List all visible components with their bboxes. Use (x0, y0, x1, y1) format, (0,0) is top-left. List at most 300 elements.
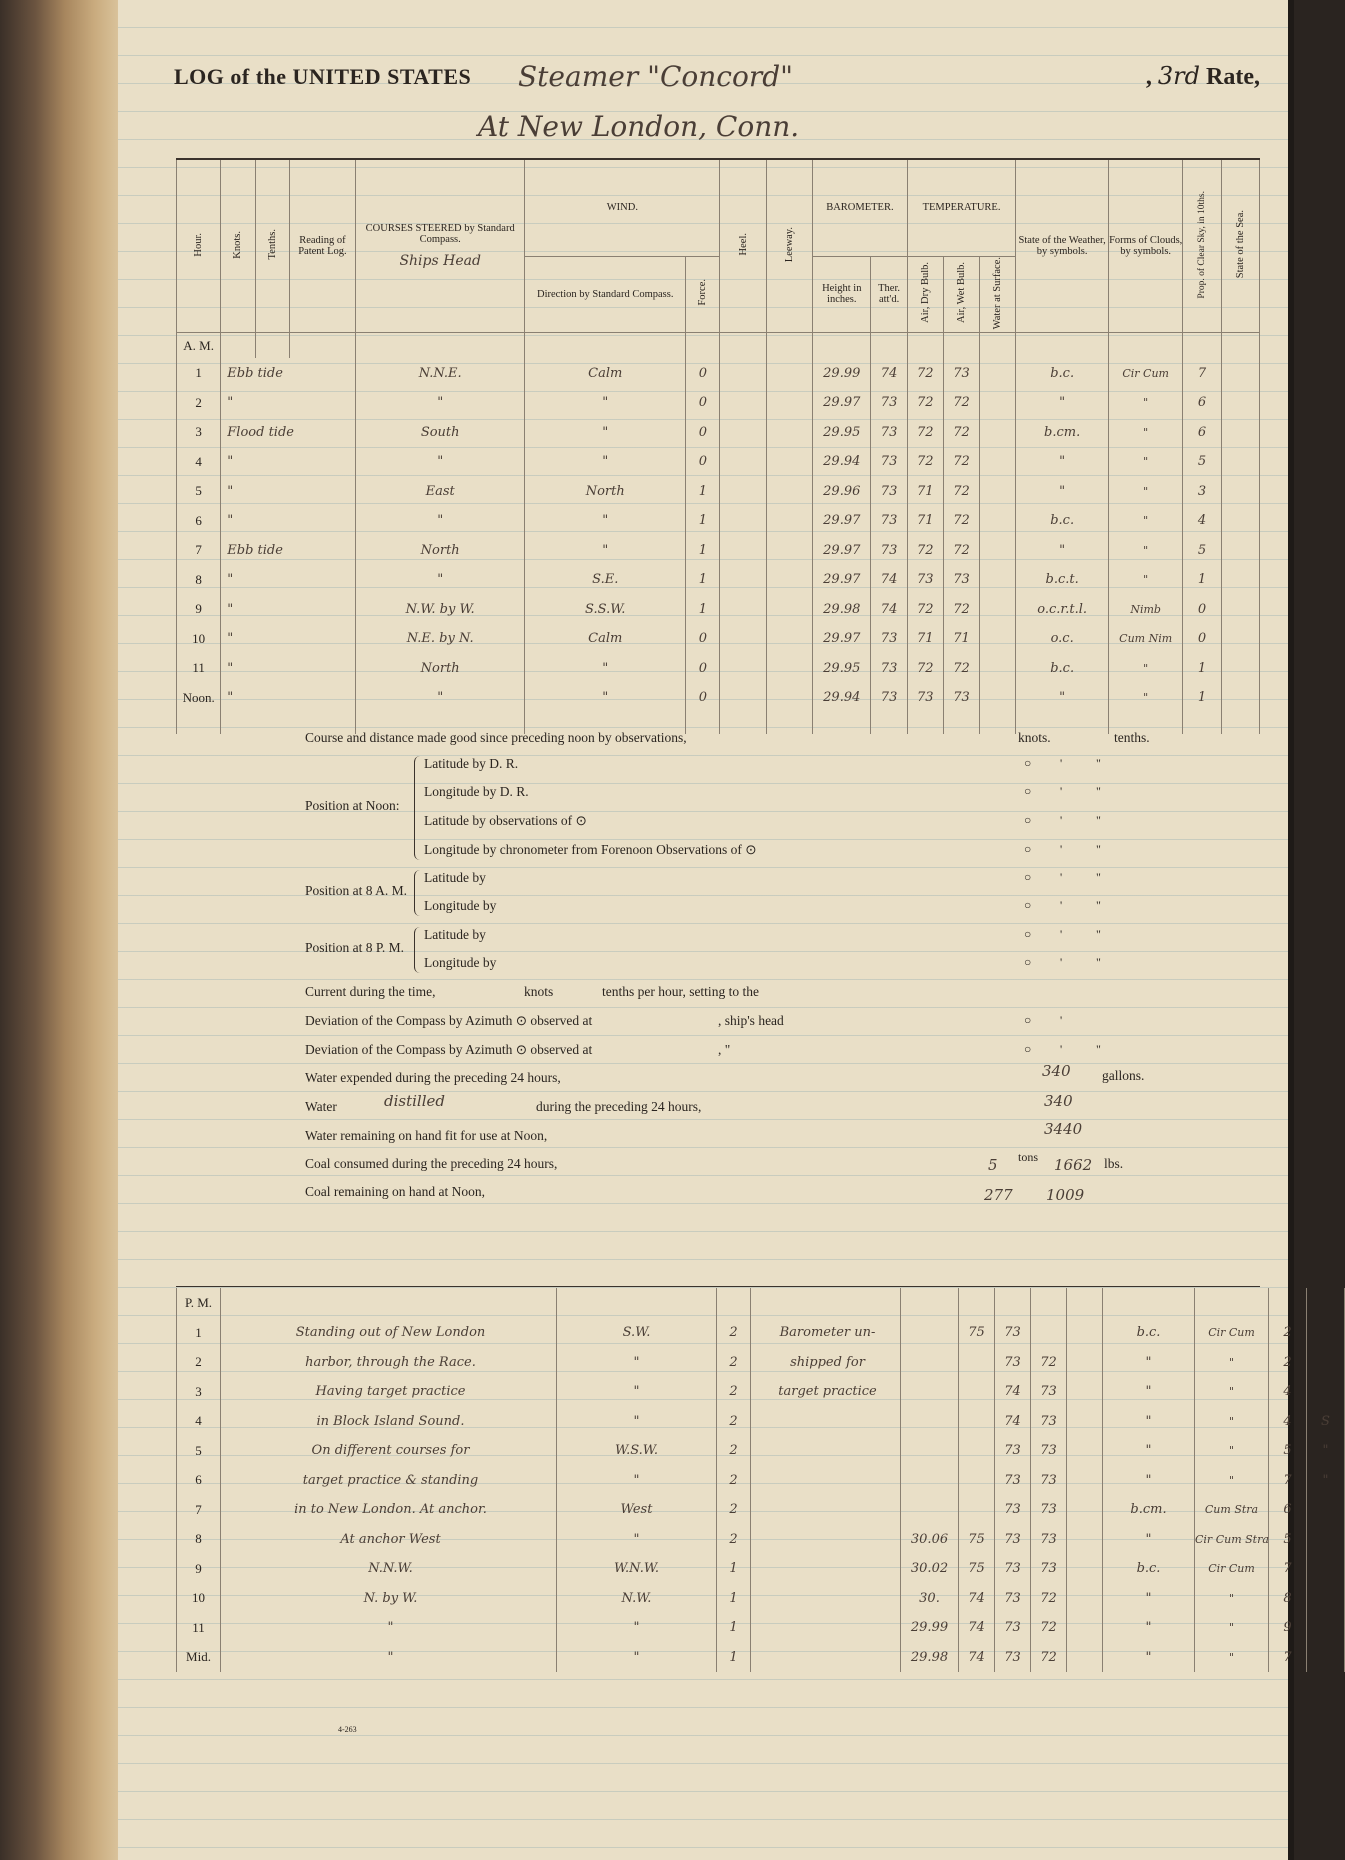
hour-cell: 5 (177, 476, 221, 506)
sea-cell: " (1307, 1436, 1345, 1466)
weather-cell: " (1103, 1584, 1195, 1614)
am-log-table (176, 160, 1260, 734)
hour-cell: 11 (177, 1613, 221, 1643)
hour-cell: Mid. (177, 1643, 221, 1673)
dms-mark: ' (1060, 756, 1063, 770)
heel-cell (720, 535, 766, 565)
water-surface-cell (980, 653, 1016, 683)
leeway-cell (766, 624, 812, 654)
force-cell: 2 (717, 1525, 751, 1555)
col-sea: State of the Sea. (1234, 210, 1246, 279)
clouds-cell: " (1195, 1466, 1269, 1496)
knots-cell: Ebb tide (221, 358, 356, 388)
position-noon-label: Position at Noon: (305, 798, 400, 813)
clouds-cell: " (1108, 417, 1182, 447)
lbs-label: lbs. (1104, 1156, 1124, 1171)
lon-8pm-label: Longitude by (424, 955, 497, 970)
table-row (177, 1613, 1345, 1643)
dms-mark: ○ (1024, 1042, 1032, 1056)
water-surface-cell (980, 447, 1016, 477)
sea-cell (1307, 1318, 1345, 1348)
clouds-cell: " (1108, 535, 1182, 565)
wet-bulb-cell: 72 (1031, 1613, 1067, 1643)
hour-cell: 3 (177, 417, 221, 447)
clear-sky-cell: 2 (1269, 1318, 1307, 1348)
weather-cell: " (1016, 476, 1109, 506)
weather-cell: b.cm. (1103, 1495, 1195, 1525)
remarks-cell: " (221, 1613, 557, 1643)
course-cell: N.W. by W. (356, 594, 525, 624)
clouds-cell: " (1195, 1377, 1269, 1407)
table-row (177, 1554, 1345, 1584)
ther-attd-cell: 73 (871, 417, 907, 447)
ther-attd-cell: 75 (959, 1525, 995, 1555)
weather-cell: o.c. (1016, 624, 1109, 654)
clouds-cell: Cir Cum Stra (1195, 1525, 1269, 1555)
clouds-cell: " (1195, 1643, 1269, 1673)
book-binding (0, 0, 118, 1860)
dry-bulb-cell: 71 (907, 476, 943, 506)
clear-sky-cell: 6 (1183, 388, 1221, 418)
deviation-label-1: Deviation of the Compass by Azimuth ⊙ observed at (305, 1013, 593, 1028)
water-surface-cell (1067, 1407, 1103, 1437)
col-dry: Air, Dry Bulb. (919, 262, 931, 324)
clouds-cell: Cum Nim (1108, 624, 1182, 654)
clear-sky-cell: 4 (1269, 1407, 1307, 1437)
col-courses-label: COURSES STEERED by Standard Compass. (365, 223, 515, 246)
weather-cell: b.c. (1103, 1318, 1195, 1348)
wind-direction-cell: " (557, 1348, 717, 1378)
ther-attd-cell (959, 1436, 995, 1466)
course-cell: " (356, 506, 525, 536)
remarks-cell: target practice & standing (221, 1466, 557, 1496)
water-surface-cell (980, 476, 1016, 506)
dms-mark: ○ (1024, 756, 1032, 770)
col-hour: Hour. (193, 232, 205, 257)
water-surface-cell (1067, 1436, 1103, 1466)
weather-cell: b.c.t. (1016, 565, 1109, 595)
clear-sky-cell: 5 (1269, 1525, 1307, 1555)
hour-cell: 4 (177, 1407, 221, 1437)
col-barometer: BAROMETER. (813, 160, 908, 256)
remarks-cell: " (221, 1643, 557, 1673)
heel-cell (720, 388, 766, 418)
wind-direction-cell: S.S.W. (525, 594, 686, 624)
hour-cell: 5 (177, 1436, 221, 1466)
hour-cell: 6 (177, 506, 221, 536)
table-row (177, 476, 1260, 506)
dms-mark: ' (1060, 1013, 1063, 1027)
weather-cell: " (1103, 1466, 1195, 1496)
table-row (177, 1495, 1345, 1525)
water-surface-cell (980, 624, 1016, 654)
heel-cell (720, 624, 766, 654)
log-title: LOG of the UNITED STATES (174, 64, 472, 89)
dms-mark: ○ (1024, 1013, 1032, 1027)
sea-cell (1221, 506, 1259, 536)
clouds-cell: " (1195, 1407, 1269, 1437)
water-surface-cell (1067, 1377, 1103, 1407)
col-courses (356, 160, 525, 332)
dms-mark: " (1096, 756, 1101, 770)
clear-sky-cell: 5 (1183, 447, 1221, 477)
course-cell: North (356, 535, 525, 565)
wind-direction-cell: " (525, 417, 686, 447)
col-water-surface: Water at Surface. (992, 256, 1004, 329)
dry-bulb-cell: 71 (907, 624, 943, 654)
col-patent-log: Reading of Patent Log. (289, 160, 355, 332)
dry-bulb-cell: 72 (907, 447, 943, 477)
weather-cell: " (1103, 1613, 1195, 1643)
knots-cell: " (221, 388, 356, 418)
wet-bulb-cell: 72 (943, 535, 979, 565)
col-clear-sky: Prop. of Clear Sky, in 10ths. (1196, 190, 1207, 299)
water-surface-cell (1067, 1525, 1103, 1555)
col-heel: Heel. (737, 233, 749, 256)
water-surface-cell (1067, 1613, 1103, 1643)
barometer-height-cell: 30.06 (901, 1525, 959, 1555)
force-cell: 0 (686, 624, 720, 654)
water-expended-label: Water expended during the preceding 24 hours, (305, 1070, 561, 1085)
sea-cell: " (1307, 1466, 1345, 1496)
wind-direction-cell: " (525, 388, 686, 418)
dms-mark: " (1096, 842, 1101, 856)
wet-bulb-cell: 72 (943, 447, 979, 477)
leeway-cell (766, 565, 812, 595)
dms-mark: ○ (1024, 955, 1032, 969)
water-surface-cell (980, 594, 1016, 624)
water-label: Water (305, 1099, 337, 1114)
barometer-height-cell (901, 1495, 959, 1525)
weather-cell: " (1103, 1525, 1195, 1555)
hour-cell: 1 (177, 1318, 221, 1348)
ther-attd-cell: 73 (871, 388, 907, 418)
wet-bulb-cell: 72 (1031, 1584, 1067, 1614)
weather-cell: o.c.r.t.l. (1016, 594, 1109, 624)
weather-cell: b.cm. (1016, 417, 1109, 447)
barometer-height-cell: 29.96 (813, 476, 871, 506)
dry-bulb-cell: 74 (995, 1377, 1031, 1407)
force-cell: 2 (717, 1466, 751, 1496)
sea-cell (1307, 1525, 1345, 1555)
wet-bulb-cell: 72 (943, 476, 979, 506)
heel-cell (720, 653, 766, 683)
wet-bulb-cell: 72 (943, 506, 979, 536)
remarks-cell: harbor, through the Race. (221, 1348, 557, 1378)
weather-cell: " (1016, 447, 1109, 477)
barometer-height-cell (901, 1377, 959, 1407)
remarks-cell: in to New London. At anchor. (221, 1495, 557, 1525)
ther-attd-cell (959, 1495, 995, 1525)
weather-cell: " (1103, 1643, 1195, 1673)
lat-8pm-label: Latitude by (424, 927, 486, 942)
lon-dr-label: Longitude by D. R. (424, 784, 529, 799)
hour-cell: 2 (177, 1348, 221, 1378)
ther-attd-cell (959, 1348, 995, 1378)
dry-bulb-cell: 73 (995, 1554, 1031, 1584)
knots-cell: " (221, 683, 356, 713)
table-row (177, 565, 1260, 595)
vessel-name: Steamer "Concord" (518, 60, 794, 93)
coal-remaining-lbs: 1009 (1046, 1186, 1085, 1204)
dry-bulb-cell: 73 (907, 683, 943, 713)
leeway-cell (766, 653, 812, 683)
force-cell: 0 (686, 447, 720, 477)
heel-cell (720, 417, 766, 447)
force-cell: 1 (686, 476, 720, 506)
clouds-cell: " (1108, 565, 1182, 595)
course-cell: N.N.E. (356, 358, 525, 388)
ther-attd-cell: 74 (871, 358, 907, 388)
pm-rule (176, 1286, 1260, 1287)
heel-cell (720, 565, 766, 595)
clouds-cell: Nimb (1108, 594, 1182, 624)
ther-attd-cell: 73 (871, 476, 907, 506)
dms-mark: " (1096, 898, 1101, 912)
clear-sky-cell: 5 (1183, 535, 1221, 565)
remarks-cell: Standing out of New London (221, 1318, 557, 1348)
ther-attd-cell: 74 (959, 1643, 995, 1673)
wind-direction-cell: N.W. (557, 1584, 717, 1614)
wind-direction-cell: S.E. (525, 565, 686, 595)
leeway-cell (766, 417, 812, 447)
leeway-cell (766, 476, 812, 506)
clouds-cell: " (1108, 653, 1182, 683)
ther-attd-cell: 73 (871, 506, 907, 536)
wet-bulb-cell: 73 (943, 683, 979, 713)
clouds-cell: Cum Stra (1195, 1495, 1269, 1525)
leeway-cell (766, 506, 812, 536)
pm8-brace (414, 927, 421, 973)
ther-attd-cell: 74 (871, 594, 907, 624)
wet-bulb-cell: 73 (1031, 1377, 1067, 1407)
ther-attd-cell: 73 (871, 535, 907, 565)
barometer-height-cell: 29.95 (813, 653, 871, 683)
dry-bulb-cell: 73 (995, 1495, 1031, 1525)
clear-sky-cell: 1 (1183, 653, 1221, 683)
force-cell: 0 (686, 417, 720, 447)
wet-bulb-cell: 72 (943, 388, 979, 418)
leeway-cell (766, 388, 812, 418)
water-surface-cell (1067, 1554, 1103, 1584)
dry-bulb-cell: 73 (995, 1348, 1031, 1378)
wet-bulb-cell: 72 (1031, 1348, 1067, 1378)
water-surface-cell (1067, 1643, 1103, 1673)
table-row (177, 1643, 1345, 1673)
barometer-remarks-cell (751, 1436, 901, 1466)
water-remaining-value: 3440 (1044, 1120, 1083, 1138)
course-cell: North (356, 653, 525, 683)
hour-cell: 4 (177, 447, 221, 477)
barometer-height-cell: 29.99 (813, 358, 871, 388)
clear-sky-cell: 7 (1269, 1466, 1307, 1496)
course-cell: N.E. by N. (356, 624, 525, 654)
wind-direction-cell: West (557, 1495, 717, 1525)
sea-cell (1221, 476, 1259, 506)
lat-dr-label: Latitude by D. R. (424, 756, 519, 771)
hour-cell: 9 (177, 1554, 221, 1584)
lon-chrono-label: Longitude by chronometer from Forenoon Observations of ⊙ (424, 842, 757, 857)
wind-direction-cell: North (525, 476, 686, 506)
lat-8am-label: Latitude by (424, 870, 486, 885)
water-surface-cell (980, 388, 1016, 418)
clouds-cell: " (1108, 683, 1182, 713)
knots-cell: Ebb tide (221, 535, 356, 565)
dry-bulb-cell: 73 (995, 1436, 1031, 1466)
clouds-cell: Cir Cum (1195, 1318, 1269, 1348)
ther-attd-cell: 74 (959, 1613, 995, 1643)
hour-cell: 3 (177, 1377, 221, 1407)
course-cell: " (356, 447, 525, 477)
clear-sky-cell: 8 (1269, 1584, 1307, 1614)
ther-attd-cell: 74 (959, 1584, 995, 1614)
ther-attd-cell: 75 (959, 1554, 995, 1584)
dry-bulb-cell: 73 (995, 1613, 1031, 1643)
clouds-cell: " (1108, 506, 1182, 536)
barometer-remarks-cell (751, 1613, 901, 1643)
barometer-height-cell (901, 1466, 959, 1496)
wind-direction-cell: " (557, 1643, 717, 1673)
deviation-label-2: Deviation of the Compass by Azimuth ⊙ observed at (305, 1042, 593, 1057)
vessel-rate: , 3rd Rate, (1145, 62, 1260, 90)
table-row (177, 653, 1260, 683)
dry-bulb-cell: 74 (995, 1407, 1031, 1437)
clouds-cell: " (1195, 1436, 1269, 1466)
col-height: Height in inches. (813, 256, 871, 332)
log-page (118, 0, 1330, 1860)
ther-attd-cell (959, 1466, 995, 1496)
force-cell: 1 (686, 506, 720, 536)
water-surface-cell (980, 565, 1016, 595)
force-cell: 0 (686, 683, 720, 713)
clear-sky-cell: 7 (1269, 1554, 1307, 1584)
dry-bulb-cell: 72 (907, 535, 943, 565)
sea-cell (1221, 653, 1259, 683)
remarks-cell: Having target practice (221, 1377, 557, 1407)
course-cell: " (356, 565, 525, 595)
sea-cell (1221, 388, 1259, 418)
dry-bulb-cell: 72 (907, 388, 943, 418)
table-row (177, 1377, 1345, 1407)
position-8pm-label: Position at 8 P. M. (305, 940, 405, 955)
barometer-height-cell: 29.94 (813, 447, 871, 477)
force-cell: 2 (717, 1348, 751, 1378)
lat-obs-label: Latitude by observations of ⊙ (424, 813, 587, 828)
col-knots: Knots. (232, 230, 244, 259)
col-weather: State of the Weather, by symbols. (1016, 160, 1109, 332)
leeway-cell (766, 594, 812, 624)
weather-cell: " (1103, 1377, 1195, 1407)
coal-consumed-label: Coal consumed during the preceding 24 hours, (305, 1156, 558, 1171)
sea-cell (1307, 1584, 1345, 1614)
table-row (177, 1525, 1345, 1555)
water-surface-cell (1067, 1466, 1103, 1496)
hour-cell: 7 (177, 1495, 221, 1525)
dry-bulb-cell: 71 (907, 506, 943, 536)
dms-mark: ' (1060, 813, 1063, 827)
sea-cell (1221, 447, 1259, 477)
barometer-height-cell: 29.97 (813, 388, 871, 418)
ther-attd-cell: 73 (871, 653, 907, 683)
wet-bulb-cell: 73 (1031, 1466, 1067, 1496)
remarks-cell: On different courses for (221, 1436, 557, 1466)
force-cell: 1 (717, 1554, 751, 1584)
wind-direction-cell: " (557, 1613, 717, 1643)
dms-mark: ' (1060, 927, 1063, 941)
barometer-height-cell (901, 1318, 959, 1348)
force-cell: 2 (717, 1436, 751, 1466)
clear-sky-cell: 0 (1183, 624, 1221, 654)
dry-bulb-cell: 73 (995, 1466, 1031, 1496)
clouds-cell: " (1195, 1348, 1269, 1378)
col-wind: WIND. (525, 160, 720, 256)
weather-cell: " (1016, 683, 1109, 713)
water-surface-cell (980, 535, 1016, 565)
table-row (177, 1348, 1345, 1378)
am8-brace (414, 870, 421, 916)
wet-bulb-cell: 72 (943, 653, 979, 683)
wind-direction-cell: W.N.W. (557, 1554, 717, 1584)
barometer-height-cell: 29.97 (813, 535, 871, 565)
col-temperature: TEMPERATURE. (907, 160, 1016, 256)
force-cell: 0 (686, 388, 720, 418)
remarks-cell: At anchor West (221, 1525, 557, 1555)
barometer-height-cell: 30. (901, 1584, 959, 1614)
col-force: Force. (697, 279, 709, 306)
clouds-cell: " (1195, 1584, 1269, 1614)
dms-mark: ' (1060, 898, 1063, 912)
force-cell: 1 (686, 594, 720, 624)
hour-cell: 6 (177, 1466, 221, 1496)
barometer-remarks-cell (751, 1554, 901, 1584)
clouds-cell: " (1195, 1613, 1269, 1643)
barometer-height-cell: 29.98 (901, 1643, 959, 1673)
table-row (177, 388, 1260, 418)
wind-direction-cell: " (557, 1407, 717, 1437)
heel-cell (720, 476, 766, 506)
weather-cell: " (1103, 1407, 1195, 1437)
table-row (177, 447, 1260, 477)
barometer-remarks-cell: Barometer un- (751, 1318, 901, 1348)
weather-cell: " (1016, 388, 1109, 418)
clear-sky-cell: 7 (1183, 358, 1221, 388)
dry-bulb-cell: 72 (907, 417, 943, 447)
clear-sky-cell: 6 (1269, 1495, 1307, 1525)
hour-cell: 2 (177, 388, 221, 418)
sea-cell (1307, 1554, 1345, 1584)
barometer-remarks-cell (751, 1584, 901, 1614)
sea-cell (1221, 565, 1259, 595)
deviation-ditto: , " (718, 1042, 731, 1057)
dry-bulb-cell: 73 (995, 1318, 1031, 1348)
leeway-cell (766, 447, 812, 477)
barometer-remarks-cell (751, 1525, 901, 1555)
clear-sky-cell: 4 (1183, 506, 1221, 536)
wind-direction-cell: " (525, 447, 686, 477)
barometer-height-cell: 29.95 (813, 417, 871, 447)
hour-cell: Noon. (177, 683, 221, 713)
rate-number: 3rd (1157, 62, 1201, 90)
ships-head-label: , ship's head (718, 1013, 784, 1028)
heel-cell (720, 506, 766, 536)
wet-bulb-cell: 73 (943, 358, 979, 388)
wet-bulb-cell (1031, 1318, 1067, 1348)
ther-attd-cell: 73 (871, 683, 907, 713)
clear-sky-cell: 3 (1183, 476, 1221, 506)
barometer-remarks-cell (751, 1466, 901, 1496)
wet-bulb-cell: 73 (1031, 1407, 1067, 1437)
dms-mark: ' (1060, 955, 1063, 969)
